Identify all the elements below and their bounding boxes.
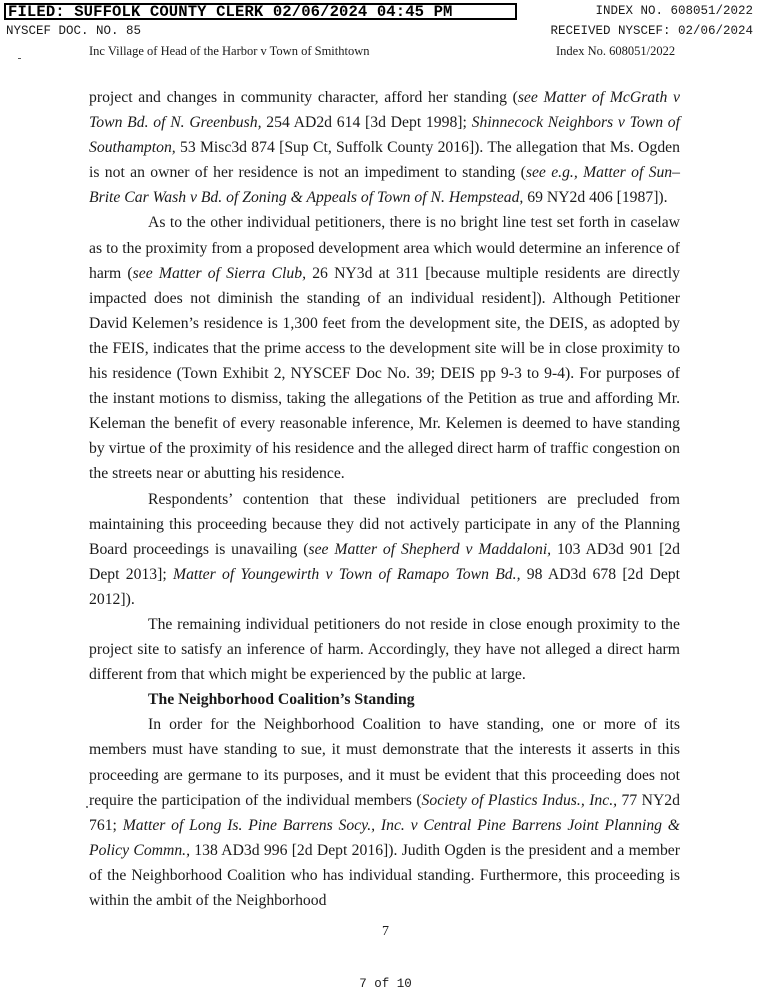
paragraph-2: As to the other individual petitioners, there is no bright line test set forth in caselaw as to the proximity from a proposed development area which would determine an inference of harm (see Matter of Sierra Club, 26 NY3d at 311 [because multiple residents are directly impacted does not diminish the standing of an individual resident]). Although Petitioner David Kelemen’s residence is 1,300 feet from the development site, the DEIS, as adopted by the FEIS, indicates that the prime access to the development site will be in close proximity to his residence (Town Exhibit 2, NYSCEF Doc No. 39; DEIS pp 9-3 to 9-4). For purposes of the instant motions to dismiss, taking the allegations of the Petition as true and affording Mr. Keleman the benefit of every reasonable inference, Mr. Kelemen is deemed to have standing by virtue of the proximity of his residence and the alleged direct harm of traffic congestion on the streets near or abutting his residence.	[89, 214, 680, 483]
nyscef-doc-number: NYSCEF DOC. NO. 85	[6, 24, 142, 38]
page-number: 7	[382, 924, 389, 939]
page-of-total: 7 of 10	[359, 977, 412, 991]
filed-stamp: FILED: SUFFOLK COUNTY CLERK 02/06/2024 04:45 PM	[4, 3, 517, 20]
index-number-header: INDEX NO. 608051/2022	[595, 4, 753, 18]
scan-mark-2	[86, 806, 88, 808]
case-caption: Inc Village of Head of the Harbor v Town of Smithtown	[89, 44, 370, 58]
scan-mark	[18, 58, 21, 59]
paragraph-1: project and changes in community character, afford her standing (see Matter of McGrath v Town Bd. of N. Greenbush, 254 AD2d 614 [3d Dept 1998]; Shinnecock Neighbors v Town of Southampton, 53 Misc3d 874 [Sup Ct, Suffolk County 2016]). The allegation that Ms. Ogden is not an owner of her residence is not an impediment to standing (see e.g., Matter of Sun–Brite Car Wash v Bd. of Zoning & Appeals of Town of N. Hempstead, 69 NY2d 406 [1987]).	[89, 89, 680, 207]
paragraph-5: In order for the Neighborhood Coalition to have standing, one or more of its members must have standing to sue, it must demonstrate that the interests it asserts in this proceeding are germane to its purposes, and it must be evident that this proceeding does not require the participation of the individual members (Society of Plastics Indus., Inc., 77 NY2d 761; Matter of Long Is. Pine Barrens Socy., Inc. v Central Pine Barrens Joint Planning & Policy Commn., 138 AD3d 996 [2d Dept 2016]). Judith Ogden is the president and a member of the Neighborhood Coalition who has individual standing. Furthermore, this proceeding is within the ambit of the Neighborhood	[89, 716, 681, 909]
paragraph-3: Respondents’ contention that these individual petitioners are precluded from maintaining this proceeding because they did not actively participate in any of the Planning Board proceedings is unavailing (see Matter of Shepherd v Maddaloni, 103 AD3d 901 [2d Dept 2013]; Matter of Youngewirth v Town of Ramapo Town Bd., 98 AD3d 678 [2d Dept 2012]).	[89, 490, 680, 608]
document-body	[89, 85, 680, 913]
caption-index-number: Index No. 608051/2022	[556, 44, 676, 58]
received-date: RECEIVED NYSCEF: 02/06/2024	[550, 24, 753, 38]
paragraph-4: The remaining individual petitioners do not reside in close enough proximity to the project site to satisfy an inference of harm. Accordingly, they have not alleged a direct harm different from that which might be experienced by the public at large.	[89, 615, 680, 684]
section-heading: The Neighborhood Coalition’s Standing	[148, 691, 415, 709]
